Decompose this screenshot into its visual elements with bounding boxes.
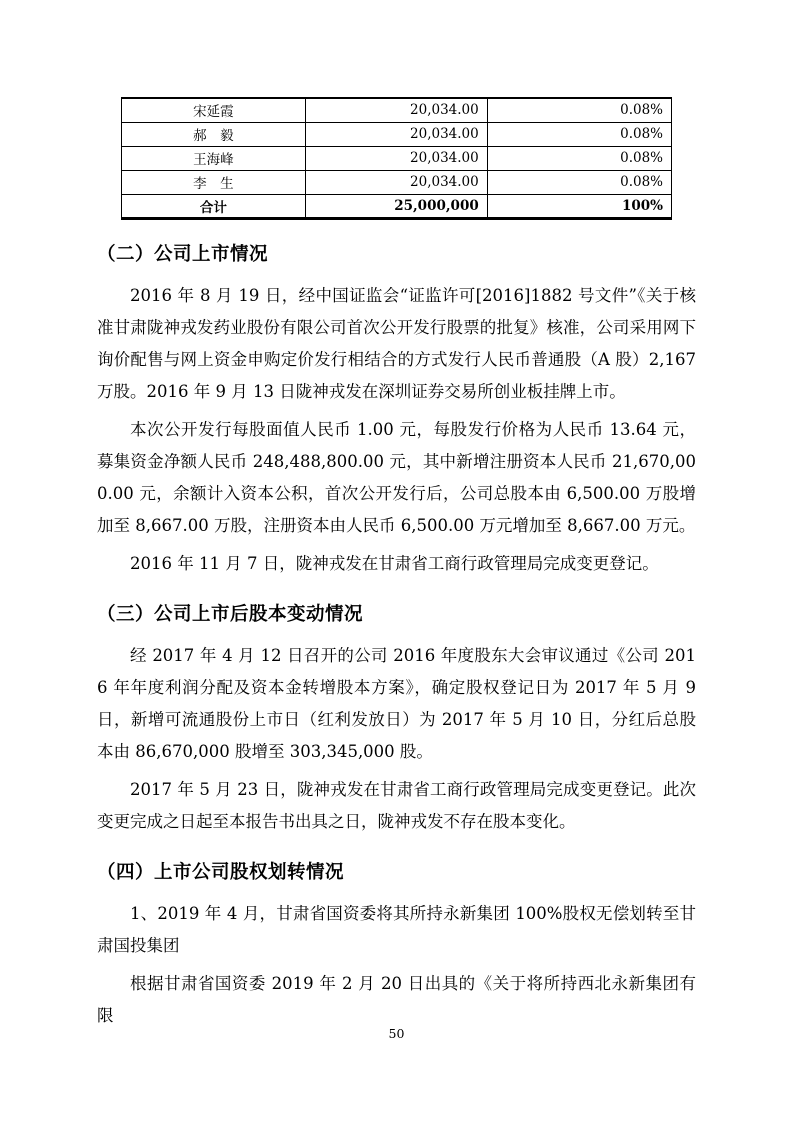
shareholder-shares-cell: 20,034.00	[305, 146, 487, 170]
section-capital-changes	[97, 601, 696, 838]
paragraph: 1、2019 年 4 月，甘肃省国资委将其所持永新集团 100%股权无偿划转至甘肃国投集团	[97, 903, 696, 955]
paragraph: 本次公开发行每股面值人民币 1.00 元，每股发行价格为人民币 13.64 元，募集资金净额人民币 248,488,800.00 元，其中新增注册资本人民币 21,670,000.00 元，余额计入资本公积，首次公开发行后，公司总股本由 6,500.00 万股增加至 8,667.00 万股，注册资本由人民币 6,500.00 万元增加至 8,667.00 万元。	[97, 419, 696, 535]
table-row	[122, 122, 672, 146]
shareholder-percent-cell: 0.08%	[487, 122, 671, 146]
section-heading: （二）公司上市情况	[97, 242, 269, 264]
paragraph: 经 2017 年 4 月 12 日召开的公司 2016 年度股东大会审议通过《公司 2016 年年度利润分配及资本金转增股本方案》，确定股权登记日为 2017 年 5 月 9 日，新增可流通股份上市日（红利发放日）为 2017 年 5 月 10 日，分红后总股本由 86,670,000 股增至 303,345,000 股。	[97, 645, 696, 761]
shareholder-percent-cell: 0.08%	[487, 98, 671, 122]
section-company-listing	[97, 241, 696, 580]
total-label-cell: 合计	[122, 194, 306, 218]
shareholder-percent-cell: 0.08%	[487, 146, 671, 170]
total-shares-cell: 25,000,000	[305, 194, 487, 218]
table-total-row	[122, 194, 672, 218]
paragraph: 2016 年 11 月 7 日，陇神戎发在甘肃省工商行政管理局完成变更登记。	[130, 553, 659, 573]
paragraph: 根据甘肃省国资委 2019 年 2 月 20 日出具的《关于将所持西北永新集团有限	[97, 973, 696, 1025]
page-number: 50	[388, 1026, 405, 1041]
paragraph: 2017 年 5 月 23 日，陇神戎发在甘肃省工商行政管理局完成变更登记。此次变更完成之日起至本报告书出具之日，陇神戎发不存在股本变化。	[97, 779, 696, 831]
shareholder-shares-cell: 20,034.00	[305, 170, 487, 194]
table-row	[122, 98, 672, 122]
shareholder-name-cell: 宋延霞	[122, 98, 306, 122]
shareholder-name-cell: 李 生	[122, 170, 306, 194]
document-content	[97, 0, 696, 1032]
paragraph: 2016 年 8 月 19 日，经中国证监会“证监许可[2016]1882 号文件”《关于核准甘肃陇神戎发药业股份有限公司首次公开发行股票的批复》核准，公司采用网下询价配售与网上资金申购定价发行相结合的方式发行人民币普通股（A 股）2,167 万股。2016 年 9 月 13 日陇神戎发在深圳证券交易所创业板挂牌上市。	[97, 285, 696, 401]
shareholder-name-cell: 王海峰	[122, 146, 306, 170]
shareholder-table	[121, 97, 672, 220]
total-percent-cell: 100%	[487, 194, 671, 218]
shareholder-percent-cell: 0.08%	[487, 170, 671, 194]
table-row	[122, 170, 672, 194]
section-heading: （三）公司上市后股本变动情况	[97, 602, 364, 624]
shareholder-shares-cell: 20,034.00	[305, 98, 487, 122]
section-heading: （四）上市公司股权划转情况	[97, 860, 345, 882]
shareholder-shares-cell: 20,034.00	[305, 122, 487, 146]
table-row	[122, 146, 672, 170]
shareholder-name-cell: 郝 毅	[122, 122, 306, 146]
section-equity-transfer	[97, 859, 696, 1032]
